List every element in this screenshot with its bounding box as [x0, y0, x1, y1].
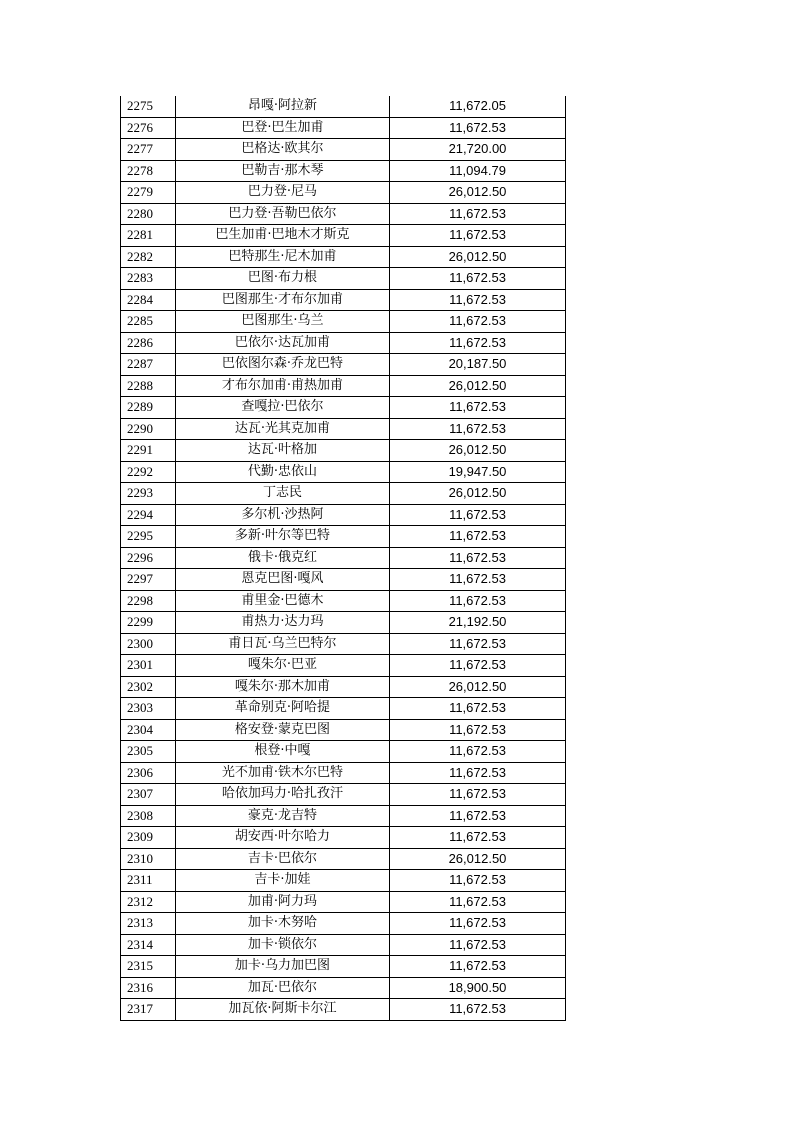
- row-number: 2296: [121, 547, 176, 569]
- table-row: [121, 891, 566, 913]
- table-row: [121, 805, 566, 827]
- recipient-name: 吉卡·加娃: [176, 870, 390, 892]
- table-row: [121, 784, 566, 806]
- row-number: 2285: [121, 311, 176, 333]
- table-row: [121, 913, 566, 935]
- recipient-name: 巴特那生·尼木加甫: [176, 246, 390, 268]
- recipient-name: 嘎朱尔·巴亚: [176, 655, 390, 677]
- table-row: [121, 977, 566, 999]
- row-number: 2286: [121, 332, 176, 354]
- row-number: 2297: [121, 569, 176, 591]
- recipient-name: 恩克巴图·嘎风: [176, 569, 390, 591]
- amount-value: 20,187.50: [390, 354, 566, 376]
- amount-value: 11,672.05: [390, 96, 566, 117]
- table-row: [121, 547, 566, 569]
- row-number: 2283: [121, 268, 176, 290]
- amount-value: 11,094.79: [390, 160, 566, 182]
- recipient-name: 达瓦·叶格加: [176, 440, 390, 462]
- recipient-name: 巴依尔·达瓦加甫: [176, 332, 390, 354]
- row-number: 2281: [121, 225, 176, 247]
- table-row: [121, 762, 566, 784]
- amount-value: 11,672.53: [390, 934, 566, 956]
- table-row: [121, 160, 566, 182]
- table-row: [121, 741, 566, 763]
- row-number: 2303: [121, 698, 176, 720]
- amount-value: 11,672.53: [390, 526, 566, 548]
- row-number: 2293: [121, 483, 176, 505]
- row-number: 2312: [121, 891, 176, 913]
- table-row: [121, 117, 566, 139]
- recipient-name: 巴力登·尼马: [176, 182, 390, 204]
- amount-value: 11,672.53: [390, 655, 566, 677]
- row-number: 2305: [121, 741, 176, 763]
- amount-value: 11,672.53: [390, 397, 566, 419]
- row-number: 2317: [121, 999, 176, 1021]
- amount-value: 21,720.00: [390, 139, 566, 161]
- amount-value: 26,012.50: [390, 375, 566, 397]
- table-row: [121, 676, 566, 698]
- recipient-name: 加卡·乌力加巴图: [176, 956, 390, 978]
- amount-value: 11,672.53: [390, 268, 566, 290]
- row-number: 2295: [121, 526, 176, 548]
- recipient-name: 达瓦·光其克加甫: [176, 418, 390, 440]
- amount-value: 11,672.53: [390, 956, 566, 978]
- recipient-name: 巴力登·吾勒巴依尔: [176, 203, 390, 225]
- payment-table: [120, 96, 566, 1021]
- amount-value: 11,672.53: [390, 719, 566, 741]
- table-row: [121, 956, 566, 978]
- recipient-name: 革命别克·阿哈提: [176, 698, 390, 720]
- amount-value: 26,012.50: [390, 676, 566, 698]
- amount-value: 11,672.53: [390, 999, 566, 1021]
- recipient-name: 巴图·布力根: [176, 268, 390, 290]
- amount-value: 11,672.53: [390, 805, 566, 827]
- table-row: [121, 96, 566, 117]
- recipient-name: 根登·中嘎: [176, 741, 390, 763]
- table-row: [121, 311, 566, 333]
- recipient-name: 巴生加甫·巴地木才斯克: [176, 225, 390, 247]
- row-number: 2284: [121, 289, 176, 311]
- table-row: [121, 719, 566, 741]
- amount-value: 11,672.53: [390, 504, 566, 526]
- table-row: [121, 483, 566, 505]
- table-row: [121, 633, 566, 655]
- table-row: [121, 569, 566, 591]
- recipient-name: 光不加甫·铁木尔巴特: [176, 762, 390, 784]
- table-row: [121, 590, 566, 612]
- recipient-name: 巴图那生·才布尔加甫: [176, 289, 390, 311]
- table-row: [121, 870, 566, 892]
- recipient-name: 丁志民: [176, 483, 390, 505]
- row-number: 2291: [121, 440, 176, 462]
- table-row: [121, 375, 566, 397]
- amount-value: 26,012.50: [390, 483, 566, 505]
- row-number: 2276: [121, 117, 176, 139]
- recipient-name: 加瓦依·阿斯卡尔江: [176, 999, 390, 1021]
- amount-value: 11,672.53: [390, 590, 566, 612]
- recipient-name: 查嘎拉·巴依尔: [176, 397, 390, 419]
- amount-value: 11,672.53: [390, 741, 566, 763]
- amount-value: 26,012.50: [390, 848, 566, 870]
- table-row: [121, 225, 566, 247]
- table-row: [121, 827, 566, 849]
- table-row: [121, 934, 566, 956]
- row-number: 2306: [121, 762, 176, 784]
- recipient-name: 昂嘎·阿拉新: [176, 96, 390, 117]
- table-row: [121, 612, 566, 634]
- table-row: [121, 440, 566, 462]
- row-number: 2308: [121, 805, 176, 827]
- amount-value: 21,192.50: [390, 612, 566, 634]
- amount-value: 11,672.53: [390, 547, 566, 569]
- amount-value: 11,672.53: [390, 225, 566, 247]
- table-row: [121, 289, 566, 311]
- recipient-name: 胡安西·叶尔哈力: [176, 827, 390, 849]
- recipient-name: 巴图那生·乌兰: [176, 311, 390, 333]
- row-number: 2302: [121, 676, 176, 698]
- row-number: 2311: [121, 870, 176, 892]
- recipient-name: 豪克·龙吉特: [176, 805, 390, 827]
- row-number: 2277: [121, 139, 176, 161]
- recipient-name: 巴勒吉·那木琴: [176, 160, 390, 182]
- amount-value: 11,672.53: [390, 289, 566, 311]
- row-number: 2301: [121, 655, 176, 677]
- recipient-name: 代勤·忠依山: [176, 461, 390, 483]
- amount-value: 19,947.50: [390, 461, 566, 483]
- recipient-name: 加卡·木努哈: [176, 913, 390, 935]
- row-number: 2307: [121, 784, 176, 806]
- table-row: [121, 139, 566, 161]
- recipient-name: 巴依图尔森·乔龙巴特: [176, 354, 390, 376]
- row-number: 2275: [121, 96, 176, 117]
- recipient-name: 巴格达·欧其尔: [176, 139, 390, 161]
- table-row: [121, 461, 566, 483]
- row-number: 2292: [121, 461, 176, 483]
- amount-value: 11,672.53: [390, 117, 566, 139]
- table-row: [121, 354, 566, 376]
- recipient-name: 加瓦·巴依尔: [176, 977, 390, 999]
- row-number: 2280: [121, 203, 176, 225]
- table-row: [121, 848, 566, 870]
- table-row: [121, 203, 566, 225]
- recipient-name: 嘎朱尔·那木加甫: [176, 676, 390, 698]
- row-number: 2287: [121, 354, 176, 376]
- recipient-name: 格安登·蒙克巴图: [176, 719, 390, 741]
- table-row: [121, 999, 566, 1021]
- row-number: 2314: [121, 934, 176, 956]
- row-number: 2288: [121, 375, 176, 397]
- row-number: 2316: [121, 977, 176, 999]
- amount-value: 11,672.53: [390, 913, 566, 935]
- amount-value: 18,900.50: [390, 977, 566, 999]
- row-number: 2309: [121, 827, 176, 849]
- recipient-name: 吉卡·巴依尔: [176, 848, 390, 870]
- row-number: 2279: [121, 182, 176, 204]
- amount-value: 11,672.53: [390, 633, 566, 655]
- recipient-name: 多新·叶尔等巴特: [176, 526, 390, 548]
- amount-value: 11,672.53: [390, 698, 566, 720]
- amount-value: 11,672.53: [390, 762, 566, 784]
- row-number: 2304: [121, 719, 176, 741]
- recipient-name: 多尔机·沙热阿: [176, 504, 390, 526]
- recipient-name: 甫热力·达力玛: [176, 612, 390, 634]
- row-number: 2298: [121, 590, 176, 612]
- row-number: 2290: [121, 418, 176, 440]
- recipient-name: 巴登·巴生加甫: [176, 117, 390, 139]
- row-number: 2278: [121, 160, 176, 182]
- table-row: [121, 526, 566, 548]
- row-number: 2282: [121, 246, 176, 268]
- row-number: 2313: [121, 913, 176, 935]
- amount-value: 11,672.53: [390, 784, 566, 806]
- table-row: [121, 246, 566, 268]
- row-number: 2300: [121, 633, 176, 655]
- recipient-name: 甫里金·巴德木: [176, 590, 390, 612]
- table-body: [121, 96, 566, 1020]
- amount-value: 11,672.53: [390, 418, 566, 440]
- table-row: [121, 504, 566, 526]
- amount-value: 11,672.53: [390, 203, 566, 225]
- amount-value: 11,672.53: [390, 891, 566, 913]
- recipient-name: 哈依加玛力·哈扎孜汗: [176, 784, 390, 806]
- recipient-name: 加甫·阿力玛: [176, 891, 390, 913]
- table-row: [121, 418, 566, 440]
- row-number: 2294: [121, 504, 176, 526]
- amount-value: 11,672.53: [390, 870, 566, 892]
- table-row: [121, 655, 566, 677]
- recipient-name: 俄卡·俄克红: [176, 547, 390, 569]
- table-row: [121, 268, 566, 290]
- row-number: 2310: [121, 848, 176, 870]
- amount-value: 11,672.53: [390, 827, 566, 849]
- table-row: [121, 397, 566, 419]
- amount-value: 11,672.53: [390, 311, 566, 333]
- table-row: [121, 698, 566, 720]
- amount-value: 26,012.50: [390, 182, 566, 204]
- recipient-name: 才布尔加甫·甫热加甫: [176, 375, 390, 397]
- table-row: [121, 182, 566, 204]
- recipient-name: 加卡·锁依尔: [176, 934, 390, 956]
- row-number: 2315: [121, 956, 176, 978]
- row-number: 2289: [121, 397, 176, 419]
- table-row: [121, 332, 566, 354]
- amount-value: 26,012.50: [390, 440, 566, 462]
- amount-value: 11,672.53: [390, 569, 566, 591]
- recipient-name: 甫日瓦·乌兰巴特尔: [176, 633, 390, 655]
- amount-value: 11,672.53: [390, 332, 566, 354]
- row-number: 2299: [121, 612, 176, 634]
- amount-value: 26,012.50: [390, 246, 566, 268]
